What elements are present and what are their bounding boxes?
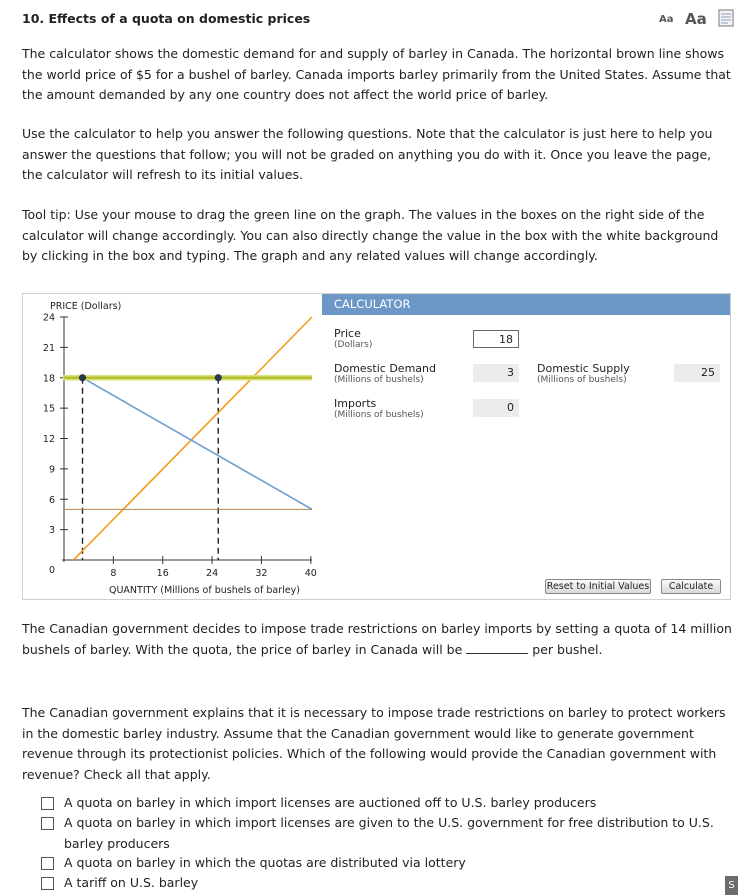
supply-curve bbox=[73, 317, 312, 560]
price-input[interactable]: 18 bbox=[473, 330, 519, 348]
font-increase-button[interactable]: Aa bbox=[685, 10, 707, 28]
y-axis-title: PRICE (Dollars) bbox=[50, 301, 122, 312]
supply-demand-graph[interactable] bbox=[23, 294, 322, 599]
y-tick-label: 12 bbox=[42, 434, 55, 445]
option-label: A tariff on U.S. barley bbox=[64, 875, 199, 890]
checkbox[interactable] bbox=[41, 877, 54, 890]
scroll-tab[interactable]: S bbox=[725, 876, 738, 895]
price-label: Price bbox=[334, 327, 361, 340]
checkbox[interactable] bbox=[41, 797, 54, 810]
domestic-supply-label: Domestic Supply bbox=[537, 362, 630, 375]
price-units: (Dollars) bbox=[334, 340, 373, 350]
dashed-guides bbox=[83, 378, 219, 560]
font-decrease-button[interactable]: Aa bbox=[659, 14, 674, 25]
checkbox[interactable] bbox=[41, 857, 54, 870]
y-tick-label: 15 bbox=[42, 403, 55, 415]
y-tick-label: 24 bbox=[42, 312, 55, 324]
option-label: A quota on barley in which import licenses are auctioned off to U.S. barley producers bbox=[64, 795, 597, 810]
domestic-supply-units: (Millions of bushels) bbox=[537, 375, 627, 385]
y-tick-label: 21 bbox=[42, 342, 55, 354]
option-auction[interactable] bbox=[41, 793, 738, 814]
quota-question bbox=[22, 619, 734, 660]
demand-point bbox=[79, 374, 86, 381]
option-label: A quota on barley in which import licenses are given to the U.S. government for free distribution to U.S. barley producers bbox=[64, 815, 714, 851]
demand-curve bbox=[83, 378, 312, 510]
intro-paragraph-2: Use the calculator to help you answer the following questions. Note that the calculator is just here to help you answer the questions that follow; you will not be graded on anything you do with it. Once you leave the page, the calculator will refresh to its initial values. bbox=[22, 126, 713, 182]
option-label: A quota on barley in which the quotas are distributed via lottery bbox=[64, 855, 466, 870]
y-tick-label: 3 bbox=[48, 525, 55, 537]
x-tick-label: 8 bbox=[110, 568, 117, 579]
quota-question-text: The Canadian government decides to impose trade restrictions on barley imports by setting a quota of 14 million bushels of barley. With the quota, the price of barley in Canada will be bbox=[22, 621, 732, 657]
tool-tip-paragraph: Tool tip: Use your mouse to drag the green line on the graph. The values in the boxes on the right side of the calculator will change accordingly. You can also directly change the value in the box with the white background by clicking in the box and typing. The graph and any related values will change accordingly. bbox=[22, 207, 719, 263]
domestic-demand-label: Domestic Demand bbox=[334, 362, 436, 375]
option-lottery[interactable] bbox=[41, 853, 738, 874]
y-tick-label: 9 bbox=[48, 464, 55, 476]
option-free-distribution[interactable] bbox=[41, 813, 738, 854]
domestic-demand-value: 3 bbox=[473, 364, 519, 382]
x-tick-label: 32 bbox=[255, 568, 268, 579]
domestic-demand-units: (Millions of bushels) bbox=[334, 375, 424, 385]
y-tick-label: 18 bbox=[42, 373, 55, 385]
intro-paragraph-1: The calculator shows the domestic demand for and supply of barley in Canada. The horizontal brown line shows the world price of $5 for a bushel of barley. Canada imports barley primarily from the United States. Assume that the amount demanded by any one country does not affect the world price of barley. bbox=[22, 46, 731, 102]
option-tariff[interactable] bbox=[41, 873, 738, 894]
imports-value: 0 bbox=[473, 399, 519, 417]
quota-question-suffix: per bushel. bbox=[532, 641, 603, 657]
print-icon[interactable] bbox=[717, 9, 735, 27]
domestic-supply-value: 25 bbox=[674, 364, 720, 382]
y-tick-label: 0 bbox=[48, 565, 55, 576]
question-title: 10. Effects of a quota on domestic prices bbox=[22, 11, 311, 26]
imports-label: Imports bbox=[334, 397, 377, 410]
y-tick-label: 6 bbox=[48, 494, 55, 506]
x-axis-title: QUANTITY (Millions of bushels of barley) bbox=[109, 585, 300, 596]
checkbox[interactable] bbox=[41, 817, 54, 830]
answer-blank[interactable] bbox=[466, 641, 528, 654]
revenue-question: The Canadian government explains that it is necessary to impose trade restrictions on barley to protect workers in the domestic barley industry. Assume that the Canadian government would like to generate government revenue through its protectionist policies. Which of the following would provide the Canadian government with revenue? Check all that apply. bbox=[22, 705, 726, 782]
reset-button[interactable]: Reset to Initial Values bbox=[546, 581, 650, 592]
graph-axes bbox=[43, 313, 317, 580]
x-tick-label: 16 bbox=[156, 568, 169, 579]
calculator-panel bbox=[22, 293, 731, 600]
x-tick-label: 40 bbox=[304, 568, 317, 579]
imports-units: (Millions of bushels) bbox=[334, 410, 424, 420]
curves bbox=[63, 317, 312, 560]
supply-point bbox=[215, 374, 222, 381]
x-tick-label: 24 bbox=[206, 568, 219, 579]
calculator-title: CALCULATOR bbox=[322, 294, 730, 315]
calculate-button[interactable]: Calculate bbox=[661, 579, 721, 594]
